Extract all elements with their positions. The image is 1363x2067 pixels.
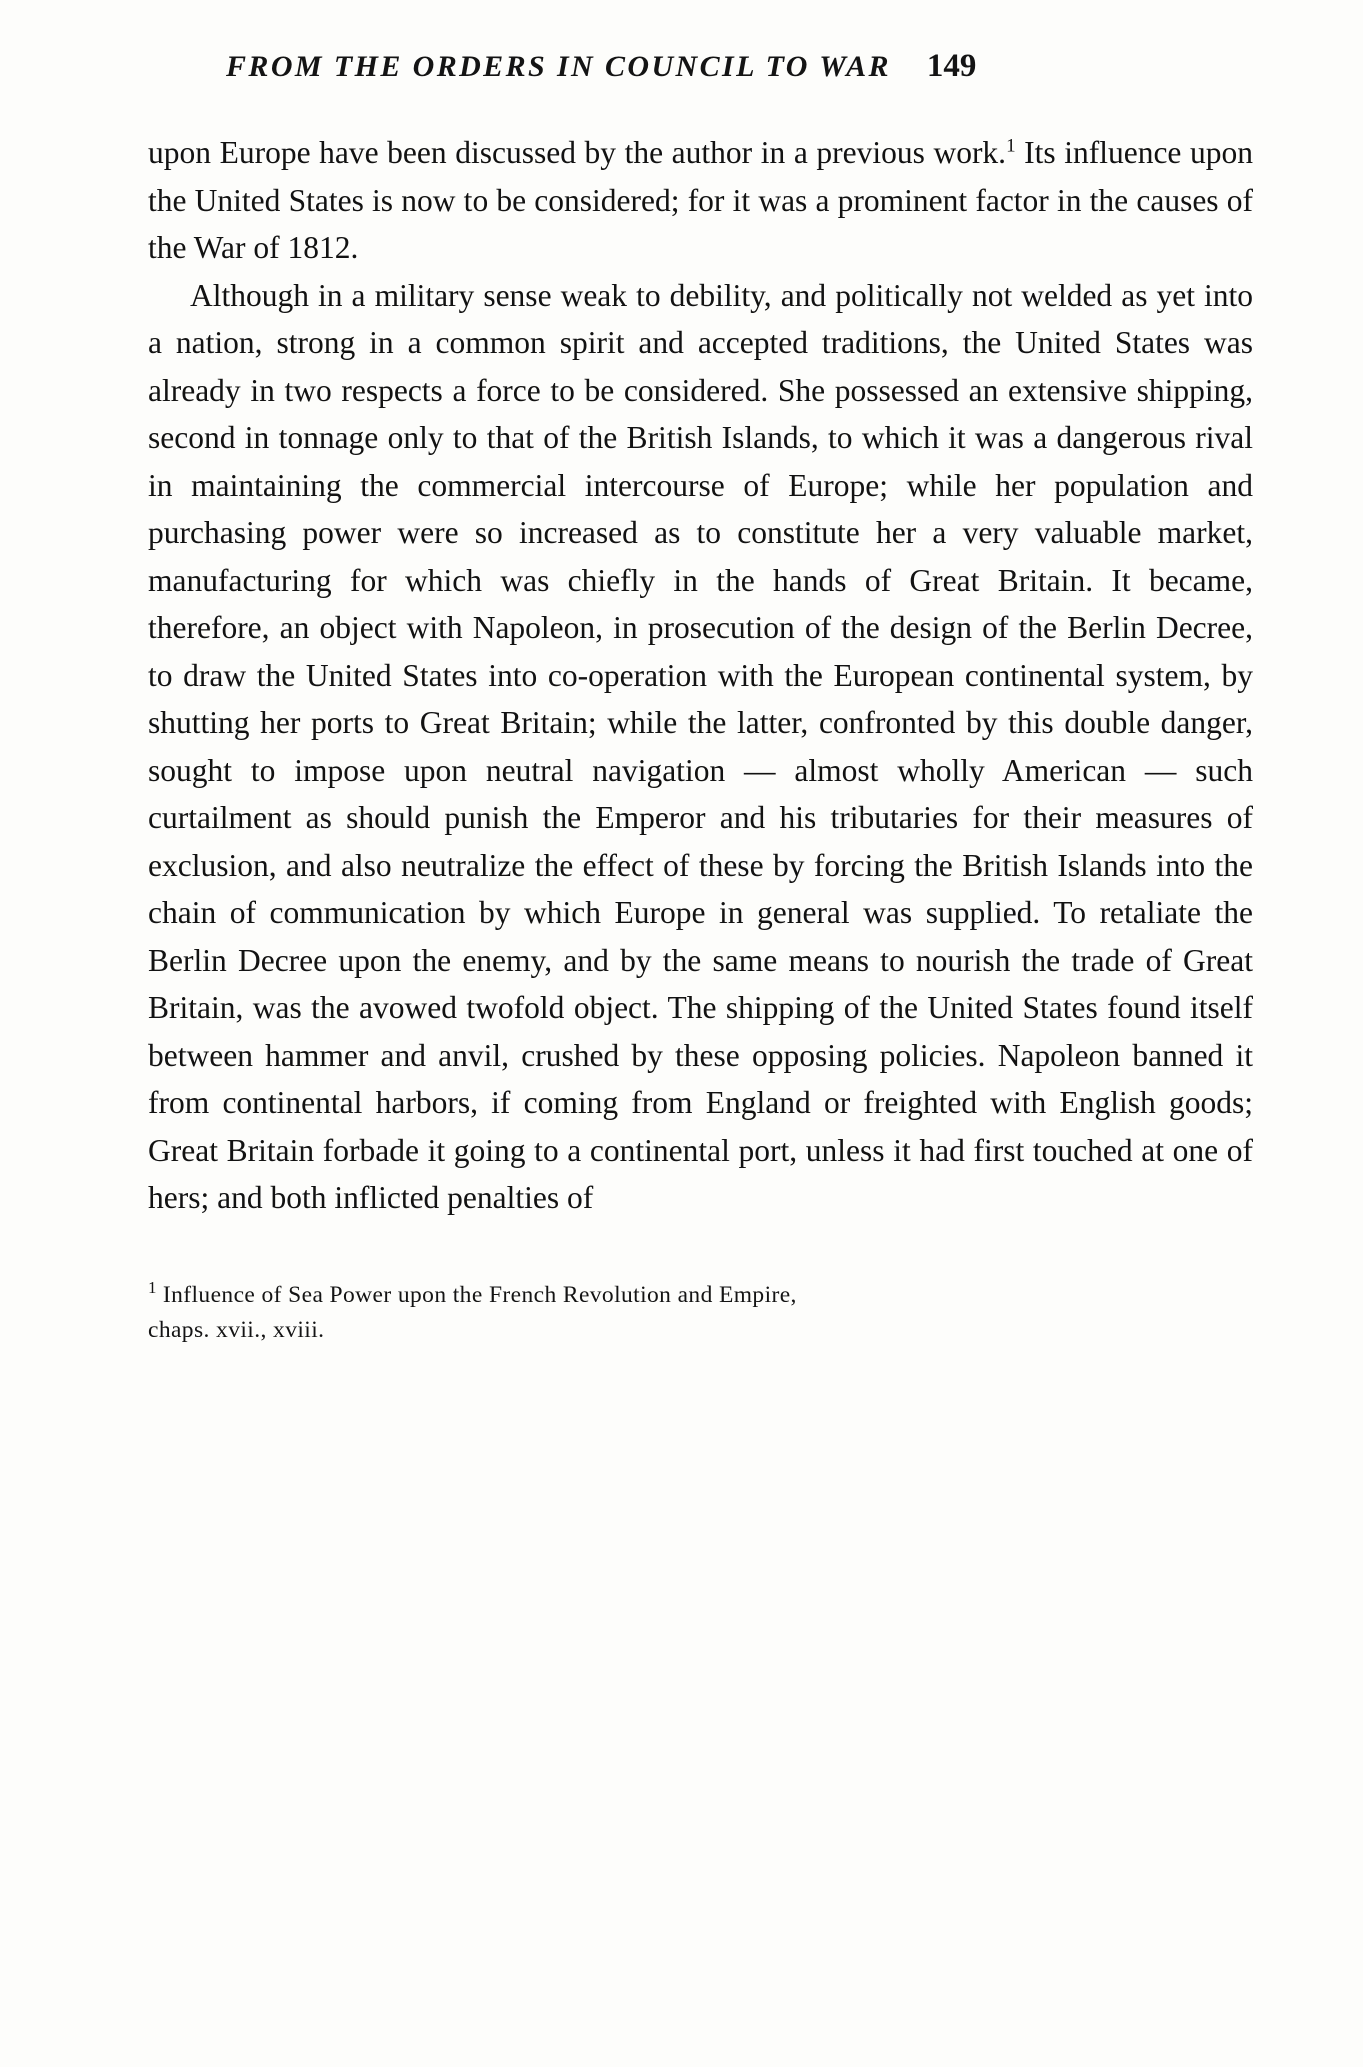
- paragraph-1: [148, 129, 1253, 272]
- page-content: [148, 48, 1253, 1348]
- paragraph-2: Although in a military sense weak to debility, and politically not welded as yet into a nation, strong in a common spirit and accepted traditions, the United States was already in two respects a force to be considered. She possessed an extensive shipping, second in tonnage only to that of the British Islands, to which it was a dangerous rival in maintaining the commercial intercourse of Europe; while her population and purchasing power were so increased as to constitute her a very valuable market, manufacturing for which was chiefly in the hands of Great Britain. It became, therefore, an object with Napoleon, in prosecution of the design of the Berlin Decree, to draw the United States into co-operation with the European continental system, by shutting her ports to Great Britain; while the latter, confronted by this double danger, sought to impose upon neutral navigation — almost wholly American — such curtailment as should punish the Emperor and his tributaries for their measures of exclusion, and also neutralize the effect of these by forcing the British Islands into the chain of communication by which Europe in general was supplied. To retaliate the Berlin Decree upon the enemy, and by the same means to nourish the trade of Great Britain, was the avowed twofold object. The shipping of the United States found itself between hammer and anvil, crushed by these opposing policies. Napoleon banned it from continental harbors, if coming from England or freighted with English goods; Great Britain forbade it going to a continental port, unless it had first touched at one of hers; and both inflicted penalties of: [148, 277, 1253, 1215]
- running-head: [226, 48, 1253, 85]
- running-head-title: FROM THE ORDERS IN COUNCIL TO WAR: [226, 50, 891, 83]
- footnote-line-1: Influence of Sea Power upon the French Revolution and Empire,: [162, 1281, 797, 1308]
- body-text: [148, 129, 1253, 1222]
- page-number: 149: [926, 48, 977, 84]
- footnote-reference-1[interactable]: 1: [1006, 135, 1016, 157]
- paragraph-1-text-before-footnote: upon Europe have been discussed by the author in a previous work.: [148, 135, 1007, 170]
- paragraph-1-text-after-footnote: Its influence upon the United States is now to be considered; for it was a prominent factor in the causes of the War of 1812.: [148, 135, 1253, 265]
- footnote-separator: [148, 1222, 1253, 1248]
- footnote-block: [148, 1278, 1253, 1348]
- footnote-marker: 1: [148, 1277, 157, 1297]
- footnote-line-2: chaps. xvii., xviii.: [148, 1316, 325, 1343]
